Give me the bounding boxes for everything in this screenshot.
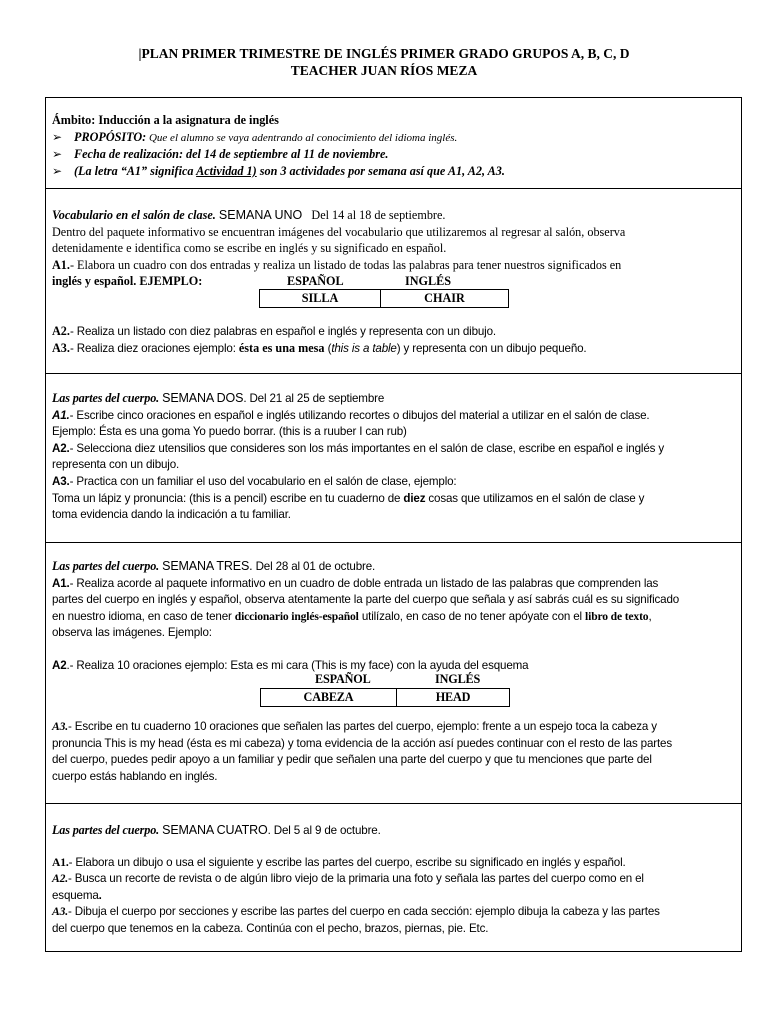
vocab-cell-ingles: CHAIR [381, 290, 509, 308]
arrow-bullet-icon: ➢ [52, 147, 63, 162]
body-col-header-ingles: INGLÉS [435, 672, 481, 686]
semana-dos-a1: A1.- Escribe cinco oraciones en español e inglés utilizando recortes o dibujos del material a utilizar en el salón de clase. [52, 408, 650, 422]
semana-tres-a1: A1.- Realiza acorde al paquete informativo en un cuadro de doble entrada un listado de las palabras que comprenden las [52, 576, 659, 590]
semana-uno-a1: A1.- Elabora un cuadro con dos entradas y realiza un listado de todas las palabras para tener nuestros significados en [52, 257, 622, 272]
proposito-item [52, 129, 735, 147]
fecha-text: Fecha de realización: del 14 de septiembre al 11 de noviembre. [74, 147, 389, 162]
semana-uno-a3: A3.- Realiza diez oraciones ejemplo: ésta es una mesa (this is a table) y representa con un dibujo pequeño. [52, 341, 587, 355]
arrow-bullet-icon: ➢ [52, 163, 63, 178]
semana-dos-a1-line2: Ejemplo: Ésta es una goma Yo puedo borrar. (this is a ruuber I can rub) [52, 425, 407, 439]
semana-tres-a1-line2: partes del cuerpo en inglés y español, observa atentamente la parte del cuerpo que señala y así sabrás cuál es su significado [52, 593, 680, 607]
fecha-item [52, 146, 735, 163]
semana-tres-heading: Las partes del cuerpo. SEMANA TRES. Del 28 al 01 de octubre. [52, 559, 376, 573]
semana-uno-intro-1: Dentro del paquete informativo se encuentran imágenes del vocabulario que utilizaremos al regresar al salón, observa [52, 224, 626, 239]
document-title: |PLAN PRIMER TRIMESTRE DE INGLÉS PRIMER GRADO GRUPOS A, B, C, D [138, 46, 630, 61]
body-col-header-espanol: ESPAÑOL [315, 672, 371, 686]
ambito-title: Ámbito: Inducción a la asignatura de inglés [52, 113, 279, 127]
semana-cuatro-a1: A1.- Elabora un dibujo o usa el siguiente y escribe las partes del cuerpo, escribe su significado en inglés y español. [52, 855, 626, 869]
letra-text-b: Actividad 1) [196, 163, 257, 178]
semana-dos-a3: A3.- Practica con un familiar el uso del vocabulario en el salón de clase, ejemplo: [52, 474, 457, 488]
body-cell-espanol: CABEZA [261, 689, 397, 707]
semana-uno-a1-bold: inglés y español. EJEMPLO: [52, 274, 203, 289]
semana-dos-heading: Las partes del cuerpo. SEMANA DOS. Del 21 al 25 de septiembre [52, 391, 385, 405]
ambito-section [46, 98, 741, 189]
semana-uno-a2: A2.- Realiza un listado con diez palabras en español e inglés y representa con un dibujo. [52, 324, 496, 338]
proposito-text: Que el alumno se vaya adentrando al conocimiento del idioma inglés. [146, 131, 458, 144]
semana-dos-section [46, 374, 741, 543]
semana-dos-a3-line3: toma evidencia dando la indicación a tu familiar. [52, 508, 291, 522]
semana-tres-a1-line4: observa las imágenes. Ejemplo: [52, 626, 212, 640]
semana-cuatro-heading: Las partes del cuerpo. SEMANA CUATRO. Del 5 al 9 de octubre. [52, 823, 381, 837]
semana-tres-a3-line4: cuerpo estás hablando en inglés. [52, 769, 218, 783]
semana-cuatro-a3: A3.- Dibuja el cuerpo por secciones y escribe las partes del cuerpo en cada sección: ejemplo dibuja la cabeza y las partes [52, 905, 660, 919]
semana-dos-a2: A2.- Selecciona diez utensilios que consideres son los más importantes en el salón de clase, escribe en español e inglés y [52, 441, 664, 455]
vocab-cell-espanol: SILLA [260, 290, 381, 308]
arrow-bullet-icon: ➢ [52, 129, 63, 144]
proposito-label: PROPÓSITO: [74, 129, 147, 144]
semana-cuatro-a3-line2: del cuerpo que tenemos en la cabeza. Continúa con el pecho, brazos, piernas, pie. Etc. [52, 921, 489, 935]
semana-tres-a2: A2.- Realiza 10 oraciones ejemplo: Esta es mi cara (This is my face) con la ayuda del esquema [52, 658, 529, 672]
letra-text-c: son 3 actividades por semana así que A1, A2, A3. [256, 163, 505, 178]
body-example-table [260, 688, 510, 707]
semana-tres-a3-line2: pronuncia This is my head (ésta es mi cabeza) y toma evidencia de la acción así puedes continuar con el resto de las partes [52, 736, 672, 750]
plan-table [45, 97, 742, 952]
vocab-col-header-espanol: ESPAÑOL [287, 274, 344, 288]
letra-item [52, 163, 735, 180]
letra-text-a: (La letra “A1” significa [74, 163, 197, 178]
semana-tres-section [46, 543, 741, 804]
teacher-name: TEACHER JUAN RÍOS MEZA [290, 63, 478, 78]
semana-cuatro-section [46, 804, 741, 951]
semana-uno-heading: Vocabulario en el salón de clase. SEMANA UNO Del 14 al 18 de septiembre. [52, 208, 446, 222]
semana-uno-section [46, 189, 741, 374]
semana-dos-a2-line2: representa con un dibujo. [52, 458, 180, 472]
body-cell-ingles: HEAD [397, 689, 510, 707]
semana-cuatro-a2: A2.- Busca un recorte de revista o de algún libro viejo de la primaria una foto y señala las partes del cuerpo como en el [52, 872, 644, 886]
semana-tres-a1-line3: en nuestro idioma, en caso de tener diccionario inglés-español utilízalo, en caso de no tener apóyate con el libro de texto, [52, 609, 652, 623]
vocab-example-table [259, 289, 509, 308]
vocab-col-header-ingles: INGLÉS [405, 274, 452, 288]
semana-cuatro-a2-line2: esquema. [52, 888, 102, 902]
semana-tres-a3: A3.- Escribe en tu cuaderno 10 oraciones que señalen las partes del cuerpo, ejemplo: frente a un espejo toca la cabeza y [52, 720, 657, 733]
semana-tres-a3-line3: del cuerpo, puedes pedir apoyo a un familiar y pedir que señalen una parte del cuerpo y que tu menciones que parte del [52, 753, 652, 767]
semana-uno-intro-2: detenidamente e identifica como se escribe en inglés y su significado en español. [52, 241, 447, 256]
semana-dos-a3-line2: Toma un lápiz y pronuncia: (this is a pencil) escribe en tu cuaderno de diez cosas que utilizamos en el salón de clase y [52, 491, 645, 505]
